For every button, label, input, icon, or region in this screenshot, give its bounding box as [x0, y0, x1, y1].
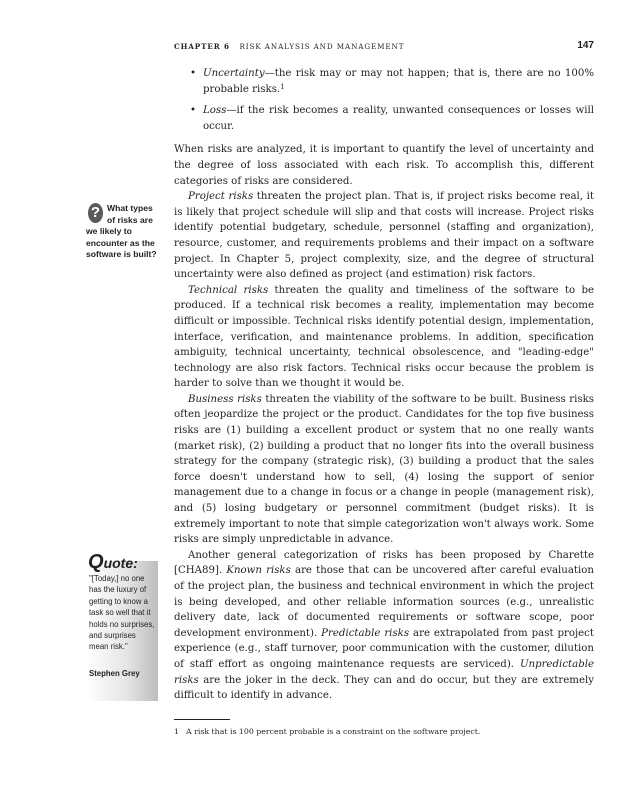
footnote-divider: [174, 719, 230, 720]
quote-text: "[Today,] no one has the luxury of getting to know a task so well that it holds no surprises, and surprises mean risk.": [89, 574, 155, 652]
footnote-text: A risk that is 100 percent probable is a constraint on the software project.: [186, 727, 481, 736]
bullet-term: Loss: [203, 105, 227, 117]
paragraph-business-risks: Business risks threaten the viability of the software to be built. Business risks often jeopardize the project or the product. Candidates for the top five business risks are (1) building a excellent product or system that no one really wants (market risk), (2) building a product that no longer fits into the overall business strategy for the company (strategic risk), (3) building a product that the sales force doesn't understand how to sell, (4) losing the support of senior management due to a change in focus or a change in people (management risk), and (5) losing budgetary or personnel commitment (budget risks). It is extremely important to note that simple categorization won't always work. Some risks are simply unpredictable in advance.: [174, 393, 594, 546]
question-icon: ?: [88, 203, 103, 223]
quote-heading: Quote:: [88, 551, 138, 573]
list-item: • Uncertainty—the risk may or may not happen; that is, there are no 100% probable risks.$^1$: [174, 66, 594, 97]
margin-quote: [86, 551, 158, 701]
bullet-list: [174, 66, 594, 134]
chapter-title: RISK ANALYSIS AND MANAGEMENT: [239, 42, 405, 51]
paragraph-technical-risks: Technical risks threaten the quality and timeliness of the software to be produced. If a technical risk becomes a reality, implementation may become difficult or impossible. Technical risks identify potential design, implementation, interface, verification, and maintenance problems. In addition, specification ambiguity, technical uncertainty, technical obsolescence, and "leading-edge" technology are also risk factors. Technical risks occur because the problem is harder to solve than we thought it would be.: [174, 284, 594, 390]
bullet-term: Uncertainty: [203, 68, 265, 79]
chapter-heading: [174, 42, 404, 51]
footnote-number: 1: [174, 727, 179, 736]
paragraph-intro: When risks are analyzed, it is important to quantify the level of uncertainty and the degree of loss associated with each risk. To accomplish this, different categories of risks are considered.: [174, 144, 594, 187]
chapter-label: CHAPTER 6: [174, 42, 230, 51]
footnote-ref: 1: [280, 82, 285, 91]
body-text: [174, 66, 594, 704]
quote-author: Stephen Grey: [89, 669, 140, 678]
paragraph-charette: Another general categorization of risks has been proposed by Charette [CHA89]. Known risks are those that can be uncovered after careful evaluation of the project plan, the business and technical environment in which the project is being developed, and other reliable information sources (e.g., unrealistic delivery date, lack of documented requirements or software scope, poor development environment). Predictable risks are extrapolated from past project experience (e.g., staff turnover, poor communication with the customer, dilution of staff effort as ongoing maintenance requests are serviced). Unpredictable risks are the joker in the deck. They can and do occur, but they are extremely difficult to identify in advance.: [174, 549, 594, 702]
footnote: [174, 727, 594, 737]
margin-question-text: What types of risks are we likely to encounter as the software is built?: [86, 203, 157, 260]
paragraph-project-risks: Project risks threaten the project plan. That is, if project risks become real, it is likely that project schedule will slip and that costs will increase. Project risks identify potential budgetary, schedule, personnel (staffing and organization), resource, customer, and requirements problems and their impact on a software project. In Chapter 5, project complexity, size, and the degree of structural uncertainty were also defined as project (and estimation) risk factors.: [174, 191, 594, 281]
page-number: 147: [577, 40, 594, 51]
running-header: [174, 40, 594, 54]
list-item: • Loss—if the risk becomes a reality, unwanted consequences or losses will occur.: [174, 103, 594, 134]
margin-question: [86, 203, 158, 261]
